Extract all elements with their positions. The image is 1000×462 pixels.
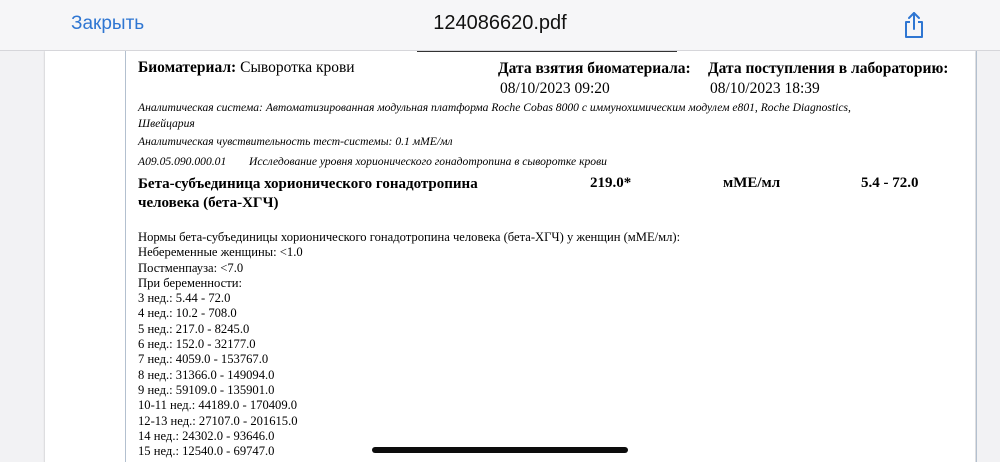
test-name — [138, 175, 518, 213]
norm-line: 12-13 нед.: 27107.0 - 201615.0 — [138, 413, 298, 428]
header-line — [417, 51, 677, 52]
norm-line: 4 нед.: 10.2 - 708.0 — [138, 306, 237, 321]
toolbar — [0, 0, 1000, 51]
pdf-viewer[interactable] — [0, 51, 1000, 462]
study-name: Исследование уровня хорионического гонадотропина в сыворотке крови — [249, 155, 607, 168]
norm-line: 14 нед.: 24302.0 - 93646.0 — [138, 428, 275, 443]
test-name-line2: человека (бета-ХГЧ) — [138, 195, 279, 211]
norms-list — [138, 230, 680, 459]
analytical-system-cont: Швейцария — [138, 117, 195, 130]
biomaterial-value: Сыворотка крови — [240, 59, 355, 76]
norm-line: При беременности: — [138, 275, 242, 290]
norm-line: 5 нед.: 217.0 - 8245.0 — [138, 321, 250, 336]
collection-date-value: 08/10/2023 09:20 — [500, 80, 610, 97]
test-name-line1: Бета-субъединица хорионического гонадотропина — [138, 176, 478, 192]
home-indicator[interactable] — [372, 447, 628, 453]
norm-line: Постменпауза: <7.0 — [138, 260, 244, 275]
norm-line: 3 нед.: 5.44 - 72.0 — [138, 291, 231, 306]
biomaterial-label: Биоматериал: — [138, 59, 237, 76]
biomaterial — [138, 59, 355, 77]
arrival-date-label: Дата поступления в лабораторию: — [708, 60, 949, 77]
share-button[interactable] — [900, 10, 928, 40]
test-reference: 5.4 - 72.0 — [861, 175, 919, 191]
test-unit: мМЕ/мл — [723, 175, 781, 191]
norm-line: 15 нед.: 12540.0 - 69747.0 — [138, 444, 275, 459]
file-title: 124086620.pdf — [433, 12, 567, 34]
analytical-system: Аналитическая система: Автоматизированная модульная платформа Roche Cobas 8000 с иммунохимическим модулем e801, Roche Diagnostics, — [138, 101, 851, 114]
norm-line: 9 нед.: 59109.0 - 135901.0 — [138, 382, 275, 397]
norm-line: Небеременные женщины: <1.0 — [138, 245, 303, 260]
norm-line: Нормы бета-субъединицы хорионического гонадотропина человека (бета-ХГЧ) у женщин (мМЕ/мл): — [138, 230, 681, 244]
pdf-page — [45, 51, 975, 462]
arrival-date-value: 08/10/2023 18:39 — [710, 80, 820, 97]
close-button[interactable]: Закрыть — [71, 13, 145, 34]
collection-date-label: Дата взятия биоматериала: — [498, 60, 691, 77]
study-code: A09.05.090.000.01 — [138, 155, 227, 168]
norm-line: 6 нед.: 152.0 - 32177.0 — [138, 337, 256, 352]
norm-line: 7 нед.: 4059.0 - 153767.0 — [138, 352, 269, 367]
test-result: 219.0* — [590, 175, 632, 191]
norm-line: 10-11 нед.: 44189.0 - 170409.0 — [138, 398, 298, 413]
sensitivity: Аналитическая чувствительность тест-системы: 0.1 мМЕ/мл — [138, 135, 453, 148]
norm-line: 8 нед.: 31366.0 - 149094.0 — [138, 367, 275, 382]
share-icon — [900, 10, 928, 40]
